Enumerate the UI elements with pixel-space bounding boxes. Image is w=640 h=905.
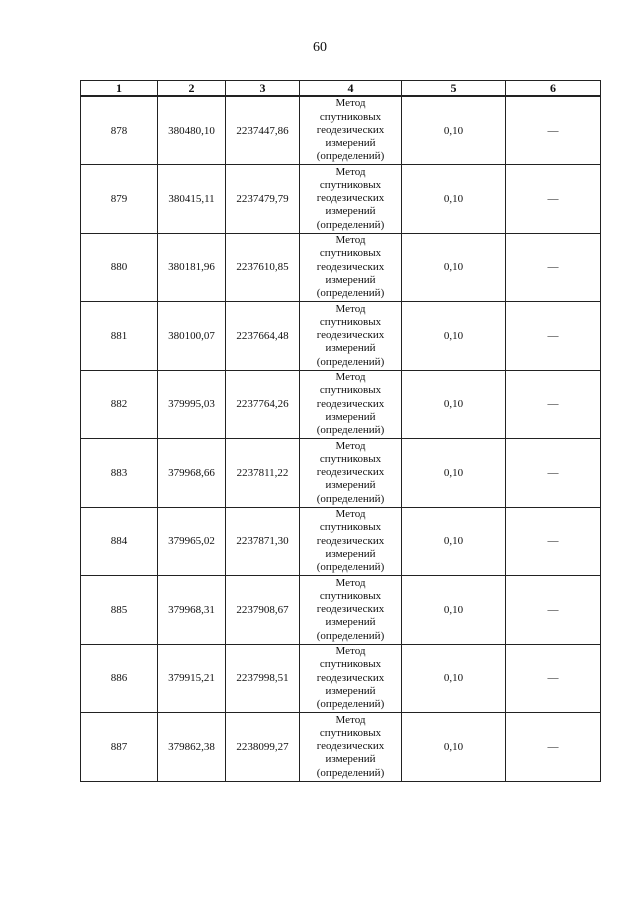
description-cell: — — [506, 644, 601, 713]
method-cell — [300, 713, 402, 782]
method-line: спутниковых — [319, 178, 382, 191]
method-line: спутниковых — [319, 247, 382, 260]
point-number-cell: 887 — [81, 713, 158, 782]
table-row — [81, 644, 601, 713]
point-number-cell: 881 — [81, 302, 158, 371]
method-line: измерений — [325, 479, 376, 492]
x-coordinate-cell: 379915,21 — [158, 644, 226, 713]
description-cell: — — [506, 370, 601, 439]
method-cell — [300, 507, 402, 576]
column-header: 2 — [158, 81, 226, 97]
accuracy-cell: 0,10 — [402, 370, 506, 439]
point-number-cell: 886 — [81, 644, 158, 713]
table-row — [81, 576, 601, 645]
table-row — [81, 507, 601, 576]
method-cell — [300, 233, 402, 302]
method-line: (определений) — [316, 424, 385, 437]
y-coordinate-cell: 2237764,26 — [226, 370, 300, 439]
description-cell: — — [506, 233, 601, 302]
description-cell: — — [506, 713, 601, 782]
method-line: (определений) — [316, 629, 385, 642]
method-line: геодезических — [316, 671, 385, 684]
y-coordinate-cell: 2237664,48 — [226, 302, 300, 371]
y-coordinate-cell: 2237998,51 — [226, 644, 300, 713]
description-cell: — — [506, 302, 601, 371]
point-number-cell: 878 — [81, 96, 158, 165]
table-header-row — [81, 81, 601, 97]
description-cell: — — [506, 507, 601, 576]
method-line: спутниковых — [319, 521, 382, 534]
method-line: (определений) — [316, 150, 385, 163]
method-line: (определений) — [316, 218, 385, 231]
column-header: 5 — [402, 81, 506, 97]
y-coordinate-cell: 2237811,22 — [226, 439, 300, 508]
column-header: 4 — [300, 81, 402, 97]
y-coordinate-cell: 2237610,85 — [226, 233, 300, 302]
coordinates-table — [80, 80, 601, 782]
table-row — [81, 96, 601, 165]
column-header: 1 — [81, 81, 158, 97]
method-line: геодезических — [316, 123, 385, 136]
description-cell: — — [506, 576, 601, 645]
table-row — [81, 713, 601, 782]
method-line: геодезических — [316, 329, 385, 342]
description-cell: — — [506, 165, 601, 234]
method-line: спутниковых — [319, 110, 382, 123]
method-line: измерений — [325, 616, 376, 629]
method-line: спутниковых — [319, 384, 382, 397]
table-row — [81, 302, 601, 371]
method-line: Метод — [335, 713, 366, 726]
method-cell — [300, 96, 402, 165]
method-cell — [300, 439, 402, 508]
method-line: спутниковых — [319, 315, 382, 328]
x-coordinate-cell: 379968,31 — [158, 576, 226, 645]
method-line: Метод — [335, 234, 366, 247]
method-line: измерений — [325, 273, 376, 286]
method-line: Метод — [335, 371, 366, 384]
x-coordinate-cell: 380100,07 — [158, 302, 226, 371]
method-cell — [300, 370, 402, 439]
method-line: (определений) — [316, 355, 385, 368]
column-header: 6 — [506, 81, 601, 97]
method-line: спутниковых — [319, 726, 382, 739]
method-line: измерений — [325, 547, 376, 560]
method-line: Метод — [335, 439, 366, 452]
x-coordinate-cell: 379965,02 — [158, 507, 226, 576]
method-line: измерений — [325, 753, 376, 766]
point-number-cell: 883 — [81, 439, 158, 508]
method-line: Метод — [335, 576, 366, 589]
y-coordinate-cell: 2237447,86 — [226, 96, 300, 165]
method-line: геодезических — [316, 260, 385, 273]
description-cell: — — [506, 96, 601, 165]
x-coordinate-cell: 380415,11 — [158, 165, 226, 234]
method-line: спутниковых — [319, 452, 382, 465]
method-cell — [300, 644, 402, 713]
accuracy-cell: 0,10 — [402, 302, 506, 371]
method-line: геодезических — [316, 603, 385, 616]
table-row — [81, 370, 601, 439]
table-row — [81, 233, 601, 302]
method-line: геодезических — [316, 466, 385, 479]
description-cell: — — [506, 439, 601, 508]
accuracy-cell: 0,10 — [402, 576, 506, 645]
method-line: геодезических — [316, 534, 385, 547]
column-header: 3 — [226, 81, 300, 97]
x-coordinate-cell: 380480,10 — [158, 96, 226, 165]
method-line: (определений) — [316, 766, 385, 779]
y-coordinate-cell: 2237908,67 — [226, 576, 300, 645]
method-line: Метод — [335, 97, 366, 110]
method-line: геодезических — [316, 192, 385, 205]
x-coordinate-cell: 379862,38 — [158, 713, 226, 782]
accuracy-cell: 0,10 — [402, 713, 506, 782]
x-coordinate-cell: 379995,03 — [158, 370, 226, 439]
table-row — [81, 439, 601, 508]
method-line: измерений — [325, 137, 376, 150]
point-number-cell: 884 — [81, 507, 158, 576]
page-number: 60 — [313, 40, 327, 55]
y-coordinate-cell: 2237479,79 — [226, 165, 300, 234]
accuracy-cell: 0,10 — [402, 644, 506, 713]
method-cell — [300, 302, 402, 371]
method-line: геодезических — [316, 740, 385, 753]
point-number-cell: 882 — [81, 370, 158, 439]
method-cell — [300, 165, 402, 234]
x-coordinate-cell: 380181,96 — [158, 233, 226, 302]
method-line: (определений) — [316, 561, 385, 574]
accuracy-cell: 0,10 — [402, 507, 506, 576]
method-line: (определений) — [316, 492, 385, 505]
accuracy-cell: 0,10 — [402, 233, 506, 302]
method-line: Метод — [335, 302, 366, 315]
method-line: (определений) — [316, 287, 385, 300]
method-line: измерений — [325, 205, 376, 218]
point-number-cell: 885 — [81, 576, 158, 645]
x-coordinate-cell: 379968,66 — [158, 439, 226, 508]
method-line: измерений — [325, 684, 376, 697]
method-line: (определений) — [316, 698, 385, 711]
method-line: Метод — [335, 645, 366, 658]
method-line: Метод — [335, 508, 366, 521]
point-number-cell: 880 — [81, 233, 158, 302]
y-coordinate-cell: 2237871,30 — [226, 507, 300, 576]
method-line: измерений — [325, 342, 376, 355]
accuracy-cell: 0,10 — [402, 439, 506, 508]
method-line: спутниковых — [319, 658, 382, 671]
method-line: измерений — [325, 410, 376, 423]
method-line: Метод — [335, 165, 366, 178]
accuracy-cell: 0,10 — [402, 96, 506, 165]
accuracy-cell: 0,10 — [402, 165, 506, 234]
method-line: спутниковых — [319, 589, 382, 602]
y-coordinate-cell: 2238099,27 — [226, 713, 300, 782]
method-line: геодезических — [316, 397, 385, 410]
table-row — [81, 165, 601, 234]
point-number-cell: 879 — [81, 165, 158, 234]
method-cell — [300, 576, 402, 645]
